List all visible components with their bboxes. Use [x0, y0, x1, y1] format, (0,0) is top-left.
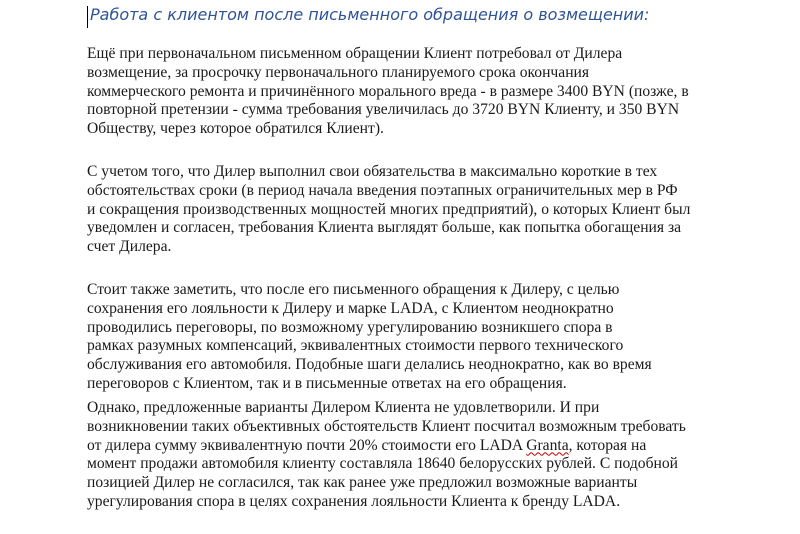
- text-line: [87, 437, 787, 456]
- text-segment: от дилера сумму эквивалентную почти 20% стоимости его LADA: [87, 436, 527, 454]
- document-heading: Работа с клиентом после письменного обращения о возмещении:: [90, 5, 650, 24]
- text-line: Однако, предложенные варианты Дилером Клиента не удовлетворили. И при: [87, 399, 600, 416]
- text-line: позицией Дилер не согласился, так как ранее уже предложил возможные варианты: [87, 474, 638, 492]
- text-line: урегулирования спора в целях сохранения лояльности Клиента к бренду LADA.: [87, 492, 621, 510]
- text-line: и сокращения производственных мощностей многих предприятий), о которых Клиент был: [87, 200, 691, 218]
- text-line: Ещё при первоначальном письменном обращении Клиент потребовал от Дилера: [87, 45, 623, 62]
- text-line: С учетом того, что Дилер выполнил свои обязательства в максимально короткие в тех: [87, 163, 658, 180]
- text-line: счет Дилера.: [87, 238, 172, 256]
- text-line: повторной претензии - сумма требования увеличилась до 3720 BYN Клиенту, и 350 BYN: [87, 101, 680, 119]
- text-line: Стоит также заметить, что после его письменного обращения к Дилеру, с целью: [87, 281, 620, 298]
- text-line: обслуживания его автомобиля. Подобные шаги делались неоднократно, как во время: [87, 356, 652, 374]
- text-line: Обществу, через которое обратился Клиент).: [87, 120, 384, 138]
- text-line: коммерческого ремонта и причинённого морального вреда - в размере 3400 BYN (позже, в: [87, 82, 689, 100]
- text-line: проводились переговоры, по возможному урегулированию возникшего спора в: [87, 318, 613, 336]
- text-segment: , которая на: [568, 436, 647, 454]
- text-cursor: [87, 6, 88, 28]
- text-line: возникновении таких объективных обстоятельств Клиент посчитал возможным требовать: [87, 417, 686, 435]
- text-line: уведомлен и согласен, требования Клиента выглядят больше, как попытка обогащения за: [87, 219, 682, 237]
- text-line: сохранения его лояльности к Дилеру и марке LADA, с Клиентом неоднократно: [87, 299, 614, 317]
- paragraph-dealer-obligations: [87, 163, 787, 257]
- text-line: обстоятельствах сроки (в период начала введения поэтапных ограничительных мер в РФ: [87, 181, 678, 199]
- text-line: момент продажи автомобиля клиенту составляла 18640 белорусских рублей. С подобной: [87, 455, 678, 473]
- paragraph-negotiations: [87, 281, 787, 394]
- paragraph-client-demands: [87, 399, 787, 512]
- spellcheck-underlined-word[interactable]: Granta: [526, 436, 569, 454]
- paragraph-compensation-claim: [87, 45, 787, 139]
- text-line: возмещение, за просрочку первоначального планируемого срока окончания: [87, 63, 590, 81]
- text-line: переговоров с Клиентом, так и в письменные ответах на его обращения.: [87, 374, 567, 392]
- text-line: рамках разумных компенсаций, эквивалентных стоимости первого технического: [87, 337, 624, 355]
